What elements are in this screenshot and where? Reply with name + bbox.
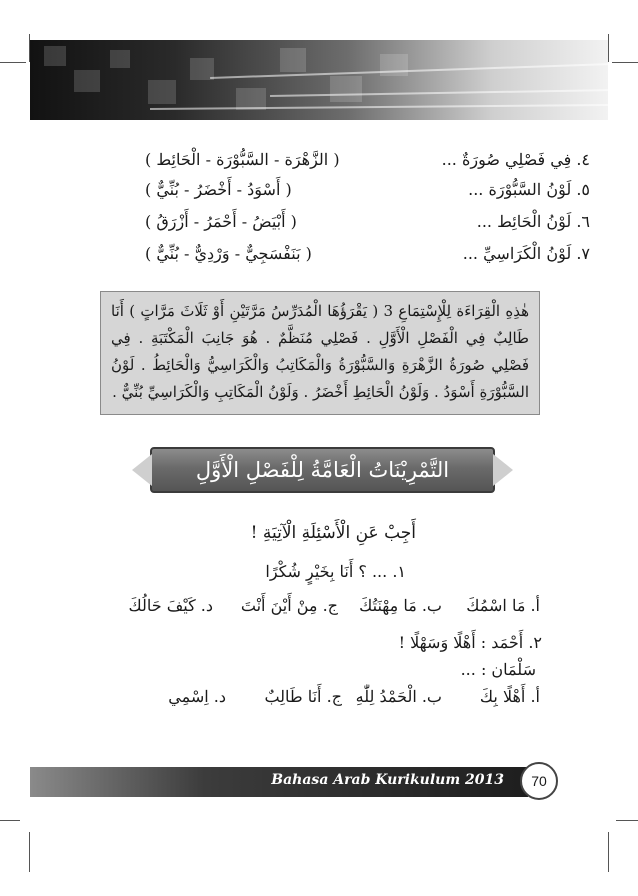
footer-bar <box>30 767 528 797</box>
question-text: ٤. فِي فَصْلِي صُورَةٌ ... <box>441 150 590 169</box>
crop-mark <box>0 820 20 821</box>
answer-options: ( أَبْيَضُ - أَحْمَرُ - أَزْرَقُ ) <box>145 212 297 231</box>
option-c: ج. مِنْ أَيْنَ أَنْتَ <box>240 596 338 615</box>
crop-mark <box>0 62 26 63</box>
instruction-text: أَجِبْ عَنِ الْأَسْئِلَةِ الْآتِيَةِ ! <box>250 523 416 543</box>
header-banner <box>30 40 608 120</box>
option-a: أ. مَا اسْمُكَ <box>466 596 540 615</box>
question-2-reply: سَلْمَان : ... <box>460 660 536 679</box>
crop-mark <box>608 34 609 62</box>
page-number: 70 <box>520 762 558 800</box>
list-item <box>145 244 590 268</box>
question-text: ٥. لَوْنُ السَّبُّوْرَة ... <box>468 180 590 199</box>
section-title: التَّمْرِيْنَاتُ الْعَامَّةُ لِلْفَصْلِ الْأَوَّلِ <box>150 447 495 493</box>
crop-mark <box>608 832 609 872</box>
book-title: Bahasa Arab Kurikulum 2013 <box>271 772 504 788</box>
option-d: د. كَيْفَ حَالُكَ <box>128 596 213 615</box>
question-text: ٦. لَوْنُ الْحَائِط ... <box>476 212 590 231</box>
list-item <box>145 150 590 174</box>
list-item <box>145 180 590 204</box>
answer-options: ( الزَّهْرَة - السَّبُّوْرَة - الْحَائِط ) <box>145 150 340 169</box>
option-a: أ. أَهْلًا بِكَ <box>479 687 540 706</box>
crop-mark <box>616 820 638 821</box>
crop-mark <box>29 832 30 872</box>
reading-passage: هٰذِهِ الْقِرَاءَة لِلْإِسْتِمَاعِ 3 ( يَقْرَؤُهَا الْمُدَرِّسُ مَرَّتَيْنِ أَوْ ثَلَاثَ مَرَّاتٍ ) أَنَا طَالِبٌ فِي الْفَصْلِ الْأَوَّلِ . فَصْلِي مُنَظَّمٌ . هُوَ جَانِبَ الْمَكْتَبَةِ . فِي فَصْلِي صُورَةُ الزَّهْرَةِ وَالسَّبُّوْرَةُ وَالْمَكَاتِبُ وَالْكَرَاسِيُّ وَالْحَائِطُ . لَوْنُ السَّبُّوْرَةِ أَسْوَدُ . وَلَوْنُ الْحَائِطِ أَخْضَرُ . وَلَوْنُ الْمَكَاتِبِ وَالْكَرَاسِيِّ بُنِّيٌّ . <box>100 291 540 415</box>
option-b: ب. مَا مِهْنَتُكَ <box>359 596 442 615</box>
question-text: ٧. لَوْنُ الْكَرَاسِيِّ ... <box>462 244 590 263</box>
option-b: ب. الْحَمْدُ لِلّٰهِ <box>355 687 442 706</box>
crop-mark <box>612 62 638 63</box>
answer-options: ( بَنَفْسَجِيٌّ - وَرْدِيٌّ - بُنِّيٌّ ) <box>145 244 312 263</box>
answer-options: ( أَسْوَدُ - أَخْضَرُ - بُنِّيٌّ ) <box>145 180 292 199</box>
option-c: ج. أَنَا طَالِبٌ <box>264 687 342 706</box>
question-1-prompt: ١. ... ؟ أَنَا بِخَيْرٍ شُكْرًا <box>265 562 406 581</box>
option-d: د. اِسْمِي <box>168 687 226 706</box>
list-item <box>145 212 590 236</box>
question-2-prompt: ٢. أَحْمَد : أَهْلًا وَسَهْلًا ! <box>398 633 542 652</box>
